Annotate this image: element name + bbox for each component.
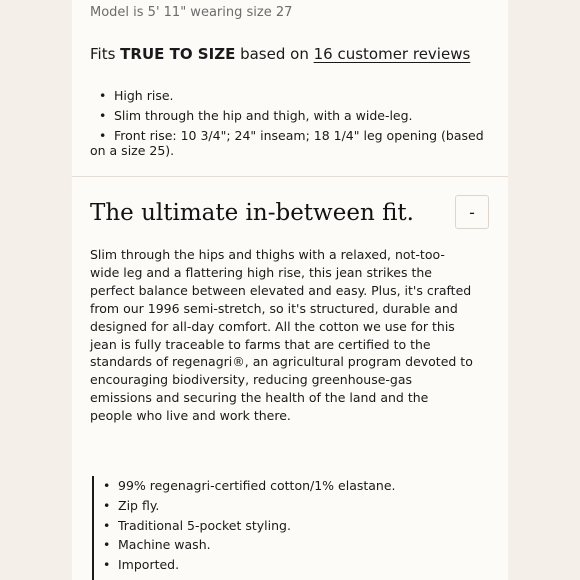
list-item [94,498,474,513]
description-line: designed for all-day comfort. All the cotton we use for this [90,318,455,334]
spec-list [94,478,474,577]
list-item-text: Zip fly. [118,497,160,513]
customer-reviews-link[interactable]: 16 customer reviews [313,45,471,63]
list-item [90,108,490,123]
minus-icon: - [469,202,475,222]
list-item [94,537,474,552]
description-line: wide leg and a flattering high rise, this jean strikes the [90,264,432,280]
description-line: Slim through the hips and thighs with a relaxed, not-too- [90,247,445,262]
description-line: from our 1996 semi-stretch, so it's structured, durable and [90,300,458,316]
product-description [90,246,486,425]
fit-summary [90,45,470,63]
list-item [90,88,490,103]
list-item-text: Front rise: 10 3/4"; 24" inseam; 18 1/4" leg opening (based [114,128,484,143]
model-size-note: Model is 5' 11" wearing size 27 [90,5,293,20]
description-line: jean is fully traceable to farms that are certified to the [90,336,431,352]
description-line: perfect balance between elevated and easy. Plus, it's crafted [90,282,472,298]
list-item [94,557,474,572]
section-divider [72,176,508,177]
list-item [94,478,474,493]
description-line: people who live and work there. [90,408,291,424]
collapse-section-button[interactable] [455,195,489,229]
fit-label: TRUE TO SIZE [120,45,236,63]
description-line: encouraging biodiversity, reducing greenhouse-gas [90,372,413,388]
fit-details-list [90,88,490,158]
list-item-text-wrap: on a size 25). [90,143,175,158]
product-details-panel [72,0,508,580]
fit-middle: based on [235,45,314,63]
fit-prefix: Fits [90,45,121,63]
list-item [94,518,474,533]
list-item-text: Traditional 5-pocket styling. [118,517,291,533]
list-item-text: Slim through the hip and thigh, with a wide-leg. [114,108,413,123]
list-item-text: 99% regenagri-certified cotton/1% elastane. [118,478,396,493]
list-item-text: Machine wash. [118,537,211,553]
list-item-text: High rise. [114,88,174,103]
section-title: The ultimate in-between fit. [90,200,414,226]
list-item [90,128,490,158]
list-item-text: Imported. [118,557,180,573]
description-line: emissions and securing the health of the land and the [90,390,429,406]
description-line: standards of regenagri®, an agricultural program devoted to [90,354,473,370]
